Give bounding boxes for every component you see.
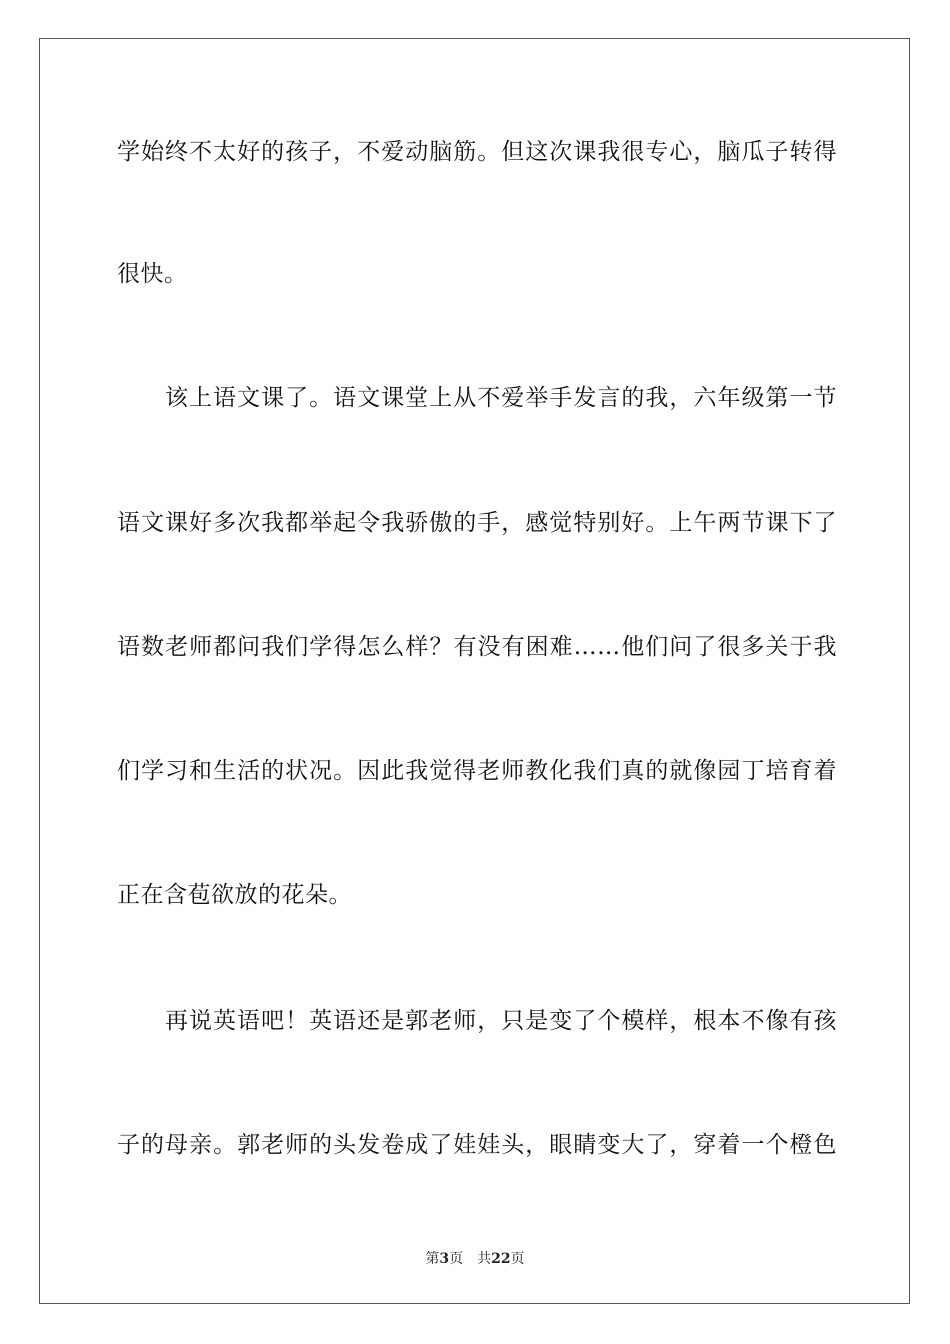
paragraph-line: 再说英语吧！英语还是郭老师，只是变了个模样，根本不像有孩	[165, 1008, 837, 1034]
paragraph-line: 正在含苞欲放的花朵。	[117, 882, 352, 908]
page-footer	[0, 1250, 950, 1268]
page-number: 3	[439, 1251, 450, 1267]
page-suffix: 页	[449, 1251, 464, 1267]
paragraph-line: 该上语文课了。语文课堂上从不爱举手发言的我，六年级第一节	[165, 385, 837, 411]
total-prefix: 共	[477, 1251, 492, 1267]
paragraph-line: 语数老师都问我们学得怎么样？有没有困难……他们问了很多关于我	[117, 634, 837, 660]
paragraph-line: 们学习和生活的状况。因此我觉得老师教化我们真的就像园丁培育着	[117, 758, 837, 784]
page-border	[39, 38, 910, 1304]
total-pages: 22	[491, 1251, 511, 1267]
total-suffix: 页	[510, 1251, 525, 1267]
paragraph-line: 很快。	[117, 261, 188, 287]
paragraph-line: 学始终不太好的孩子，不爱动脑筋。但这次课我很专心，脑瓜子转得	[117, 139, 837, 165]
paragraph-line: 子的母亲。郭老师的头发卷成了娃娃头，眼睛变大了，穿着一个橙色	[117, 1132, 837, 1158]
page-prefix: 第	[425, 1251, 440, 1267]
paragraph-line: 语文课好多次我都举起令我骄傲的手，感觉特别好。上午两节课下了	[117, 510, 837, 536]
